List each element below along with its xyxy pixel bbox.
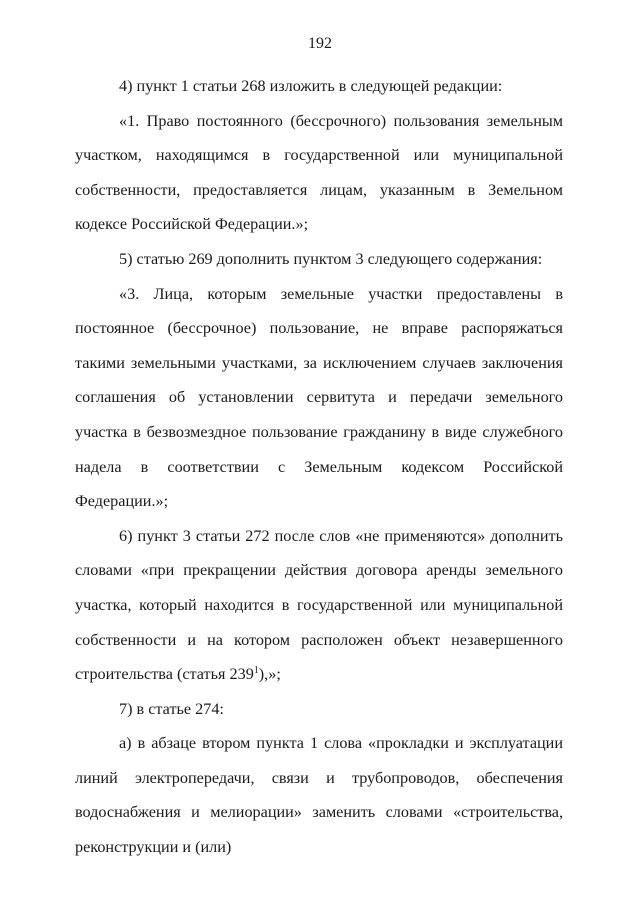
superscript-1: 1 — [253, 665, 259, 677]
paragraph-item-6 — [75, 519, 563, 692]
page-number: 192 — [308, 35, 332, 52]
paragraph-item-6-tail: ),»; — [258, 665, 281, 684]
paragraph-item-7: 7) в статье 274: — [119, 699, 224, 718]
paragraph-item-4: 4) пункт 1 статьи 268 изложить в следующей редакции: — [119, 77, 503, 95]
paragraph-item-5: 5) статью 269 дополнить пунктом 3 следующего содержания: — [119, 249, 543, 268]
paragraph-quote-3: «3. Лица, которым земельные участки предоставлены в постоянное (бессрочное) пользование, не вправе распоряжаться такими земельными участками, за исключением случаев заключения соглашения об установлении сервитута и передачи земельного участка в безвозмездное пользование гражданину в виде служебного надела в соответствии с Земельным кодексом Российской Федерации.»; — [75, 284, 563, 511]
paragraph-quote-1: «1. Право постоянного (бессрочного) пользования земельным участком, находящимся в государственной или муниципальной собственности, предоставляется лицам, указанным в Земельном кодексе Российской Федерации.»; — [75, 111, 563, 234]
paragraph-item-7a: а) в абзаце втором пункта 1 слова «прокладки и эксплуатации линий электропередачи, связи и трубопроводов, обеспечения водоснабжения и мелиорации» заменить словами «строительства, реконструкции и (или) — [75, 734, 563, 857]
paragraph-item-6-text: 6) пункт 3 статьи 272 после слов «не применяются» дополнить словами «при прекращении действия договора аренды земельного участка, который находится в государственной или муниципальной собственности и на котором расположен объект незавершенного строительства (статья 239 — [75, 526, 563, 684]
document-body — [75, 69, 563, 865]
